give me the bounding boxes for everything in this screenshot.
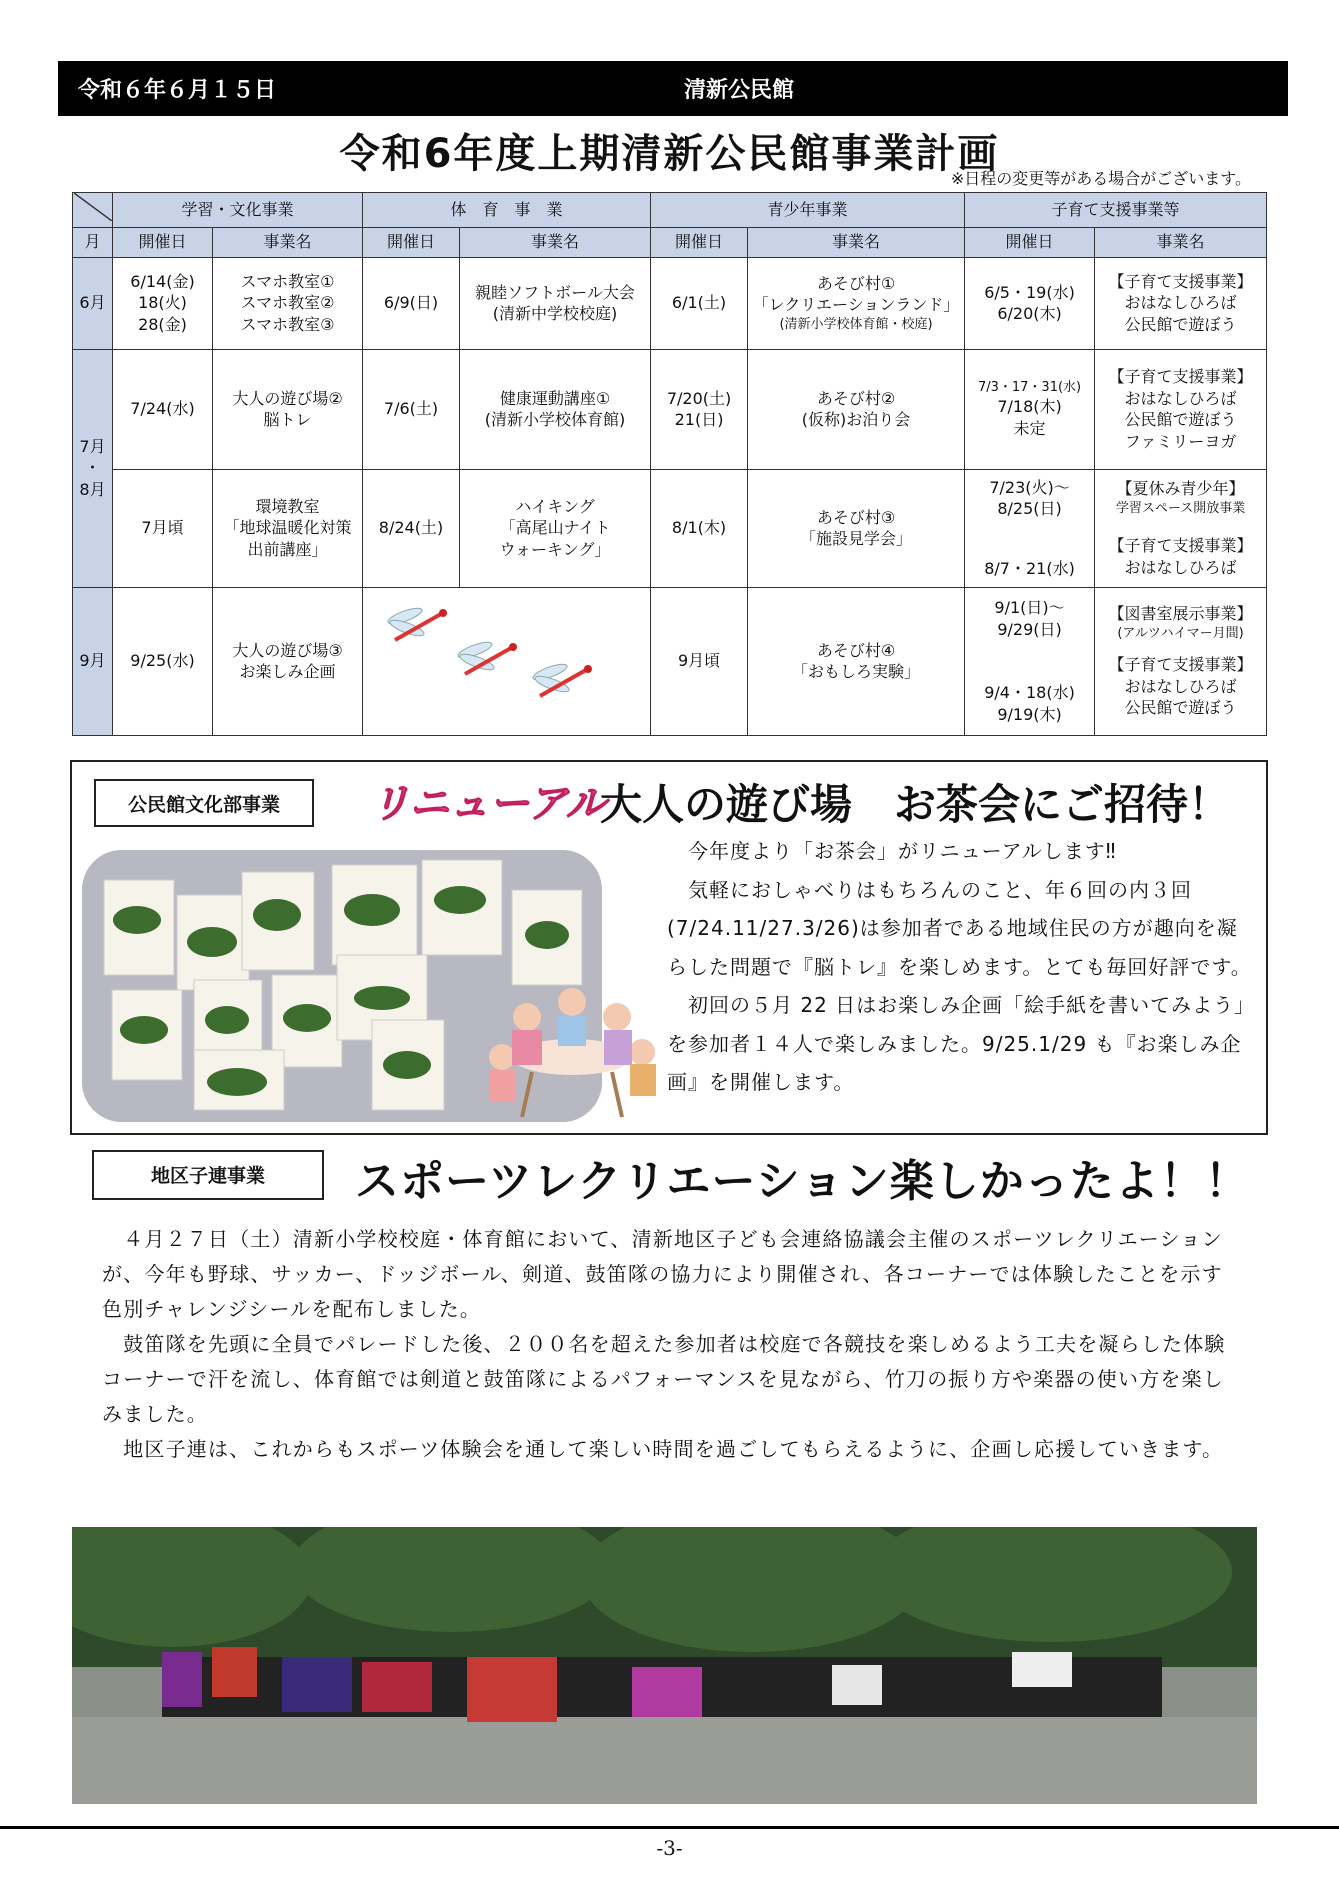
date-cell: 9/1(日)～ 9/29(日) 9/4・18(水) 9/19(木): [965, 587, 1095, 735]
date-cell: 7/20(土) 21(日): [651, 349, 748, 469]
date-header: 開催日: [363, 227, 460, 257]
date-cell: 6/5・19(水) 6/20(木): [965, 257, 1095, 349]
date-cell: 6/14(金) 18(火) 28(金): [113, 257, 213, 349]
section-tag: 地区子連事業: [92, 1150, 324, 1200]
date-cell: 7/24(水): [113, 349, 213, 469]
date-cell: 7/6(土): [363, 349, 460, 469]
corner-cell: [73, 193, 113, 228]
event-cell: あそび村① 「レクリエーションランド」 (清新小学校体育館・校庭): [748, 257, 965, 349]
date-cell: 8/1(木): [651, 469, 748, 587]
date-cell: 9/25(水): [113, 587, 213, 735]
event-cell: 【子育て支援事業】 おはなしひろば 公民館で遊ぼう ファミリーヨガ: [1095, 349, 1267, 469]
tea-party-illustration: [472, 972, 672, 1122]
organization-name: 清新公民館: [684, 78, 795, 103]
month-cell: 6月: [73, 257, 113, 349]
paragraph: 今年度より「お茶会」がリニューアルします‼: [667, 839, 1117, 863]
date-cell: 7/23(火)～ 8/25(日) 8/7・21(水): [965, 469, 1095, 587]
name-header: 事業名: [460, 227, 651, 257]
table-row: [73, 257, 1267, 349]
dragonfly-icon: [383, 602, 453, 652]
date-cell: 6/1(土): [651, 257, 748, 349]
name-header: 事業名: [1095, 227, 1267, 257]
group-header: 子育て支援事業等: [965, 193, 1267, 228]
page-title: 令和6年度上期清新公民館事業計画: [339, 131, 1000, 177]
event-cell: あそび村② (仮称)お泊り会: [748, 349, 965, 469]
header-bar: [58, 61, 1288, 116]
event-cell: 健康運動講座① (清新小学校体育館): [460, 349, 651, 469]
date-header: 開催日: [651, 227, 748, 257]
group-photo: [72, 1527, 1257, 1804]
paragraph: ４月２７日（土）清新小学校校庭・体育館において、清新地区子ども会連絡協議会主催のスポーツレクリエーションが、今年も野球、サッカー、ドッジボール、剣道、鼓笛隊の協力により開催され、各コーナーでは体験したことを示す色別チャレンジシールを配布しました。: [102, 1227, 1223, 1321]
date-header: 開催日: [113, 227, 213, 257]
dragonfly-icon: [453, 636, 523, 686]
event-cell: 環境教室 「地球温暖化対策 出前講座」: [213, 469, 363, 587]
paragraph: 鼓笛隊を先頭に全員でパレードした後、２００名を超えた参加者は校庭で各競技を楽しめるよう工夫を凝らした体験コーナーで汗を流し、体育館では剣道と鼓笛隊によるパフォーマンスを見ながら、竹刀の振り方や楽器の使い方を楽しみました。: [102, 1332, 1226, 1426]
event-cell: あそび村③ 「施設見学会」: [748, 469, 965, 587]
section-tag: 公民館文化部事業: [94, 779, 314, 827]
table-row: [73, 587, 1267, 735]
schedule-table: [72, 192, 1267, 736]
event-cell: 親睦ソフトボール大会 (清新中学校校庭): [460, 257, 651, 349]
group-header: 体 育 事 業: [363, 193, 651, 228]
renewal-label: リニューアル: [370, 781, 606, 827]
event-cell: ハイキング 「高尾山ナイト ウォーキング」: [460, 469, 651, 587]
tea-party-title: 大人の遊び場 お茶会にご招待！: [600, 780, 1231, 829]
event-cell: あそび村④ 「おもしろ実験」: [748, 587, 965, 735]
dragonfly-icon: [528, 658, 598, 708]
schedule-note: ※日程の変更等がある場合がございます。: [950, 169, 1251, 188]
diagonal-line-icon: [74, 193, 112, 221]
sports-text: [102, 1222, 1242, 1467]
month-cell: 9月: [73, 587, 113, 735]
month-cell: 7月 ・ 8月: [73, 349, 113, 587]
event-cell: スマホ教室① スマホ教室② スマホ教室③: [213, 257, 363, 349]
table-subheader-row: [73, 227, 1267, 257]
date-cell: 6/9(日): [363, 257, 460, 349]
table-header-row: [73, 193, 1267, 228]
paragraph: 地区子連は、これからもスポーツ体験会を通して楽しい時間を過ごしてもらえるように、企画し応援していきます。: [102, 1437, 1224, 1461]
tea-party-section: [70, 760, 1268, 1135]
event-cell: 【子育て支援事業】 おはなしひろば 公民館で遊ぼう: [1095, 257, 1267, 349]
paragraph: 初回の５月 22 日はお楽しみ企画「絵手紙を書いてみよう」を参加者１４人で楽しみました。9/25.1/29 も『お楽しみ企画』を開催します。: [667, 993, 1256, 1094]
date-cell: 7/3・17・31(水) 7/18(木) 未定: [965, 349, 1095, 469]
sports-title: スポーツレクリエーション楽しかったよ！！: [355, 1156, 1250, 1207]
table-row: [73, 349, 1267, 469]
group-header: 学習・文化事業: [113, 193, 363, 228]
footer-rule: [0, 1826, 1339, 1829]
event-cell: 大人の遊び場③ お楽しみ企画: [213, 587, 363, 735]
month-header: 月: [73, 227, 113, 257]
table-row: [73, 469, 1267, 587]
date-header: 開催日: [965, 227, 1095, 257]
date-cell: 7月頃: [113, 469, 213, 587]
event-cell: 大人の遊び場② 脳トレ: [213, 349, 363, 469]
party-people-image: [472, 972, 672, 1122]
name-header: 事業名: [213, 227, 363, 257]
issue-date: 令和６年６月１５日: [78, 78, 277, 103]
date-cell: 9月頃: [651, 587, 748, 735]
event-cell: 【夏休み青少年】 学習スペース開放事業 【子育て支援事業】 おはなしひろば: [1095, 469, 1267, 587]
page-number: -3-: [656, 1836, 683, 1860]
date-cell: 8/24(土): [363, 469, 460, 587]
dragonfly-illustration: [363, 587, 651, 735]
event-cell: 【図書室展示事業】 (アルツハイマー月間) 【子育て支援事業】 おはなしひろば 公民館で遊ぼう: [1095, 587, 1267, 735]
group-header: 青少年事業: [651, 193, 965, 228]
name-header: 事業名: [748, 227, 965, 257]
sports-group-photo-image: [72, 1527, 1257, 1804]
paragraph: 気軽におしゃべりはもちろんのこと、年６回の内３回(7/24.11/27.3/26)は参加者である地域住民の方が趣向を凝らした問題で『脳トレ』を楽しめます。とても毎回好評です。: [667, 877, 1252, 979]
tea-party-text: [667, 832, 1257, 1102]
